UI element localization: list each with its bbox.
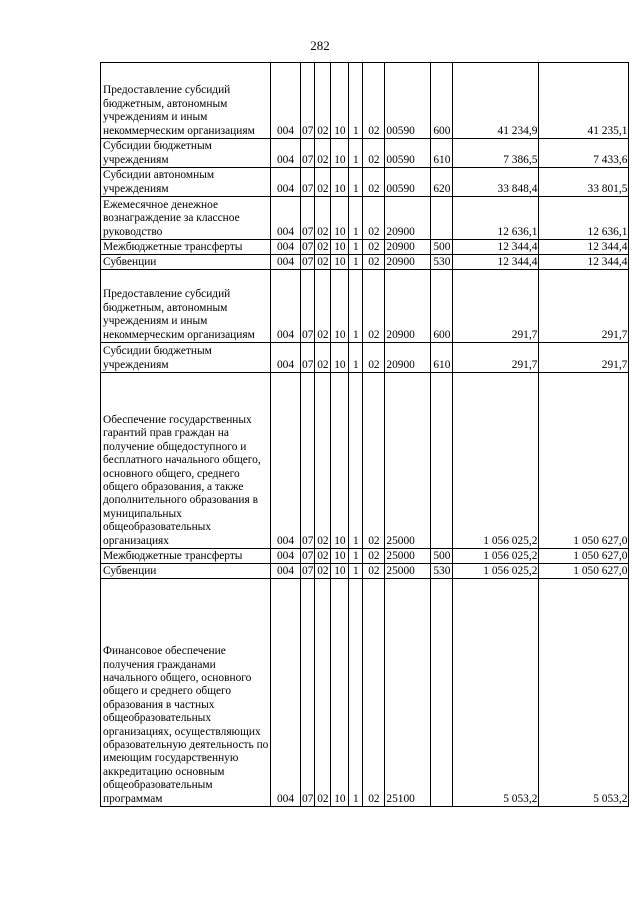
table-row	[101, 255, 629, 270]
subprogram-code: 1	[349, 579, 363, 807]
expense-type-code: 600	[431, 63, 453, 139]
program-code: 10	[331, 168, 349, 197]
row-name: Предоставление субсидий бюджетным, автономным учреждениям и иным некоммерческим организациям	[101, 63, 271, 139]
program-code: 10	[331, 373, 349, 549]
row-name: Субвенции	[101, 255, 271, 270]
subsection-code: 02	[315, 270, 331, 343]
subsection-code: 02	[315, 373, 331, 549]
section-code: 07	[302, 240, 314, 253]
subsection-code: 02	[315, 564, 331, 579]
table-row	[101, 373, 629, 549]
subprogram-code: 1	[349, 168, 363, 197]
subsection-code: 02	[315, 343, 331, 373]
subprogram-code: 1	[349, 139, 363, 168]
row-name: Межбюджетные трансферты	[101, 549, 271, 564]
subprogram-code: 1	[349, 373, 363, 549]
program-code: 10	[331, 139, 349, 168]
event-code: 02	[363, 197, 385, 240]
subprogram-code: 1	[349, 197, 363, 240]
program-code: 10	[331, 270, 349, 343]
sum-year-1: 7 386,5	[453, 139, 539, 168]
section-code: 07	[301, 63, 315, 139]
ved-code: 004	[271, 549, 301, 564]
expense-type-code: 600	[431, 270, 453, 343]
sum-year-1: 5 053,2	[453, 579, 539, 807]
sum-year-1: 12 344,4	[453, 255, 539, 270]
sum-year-2: 12 344,4	[539, 255, 629, 270]
subprogram-code: 1	[349, 270, 363, 343]
subprogram-code: 1	[349, 255, 363, 270]
program-code: 10	[331, 579, 349, 807]
section-code: 07	[301, 270, 315, 343]
subprogram-code: 1	[349, 343, 363, 373]
program-code: 10	[331, 564, 349, 579]
event-code: 02	[363, 270, 385, 343]
table-row	[101, 240, 629, 255]
subsection-code: 02	[315, 168, 331, 197]
ved-code: 004	[271, 168, 301, 197]
row-name: Межбюджетные трансферты	[101, 240, 271, 255]
row-name: Субсидии бюджетным учреждениям	[101, 343, 271, 373]
ved-code: 004	[271, 270, 301, 343]
sum-year-2: 12 344,4	[539, 240, 629, 255]
sum-year-1: 1 056 025,2	[453, 549, 539, 564]
sum-year-1: 1 056 025,2	[453, 564, 539, 579]
sum-year-1: 12 344,4	[453, 240, 539, 255]
subsection-code: 02	[315, 579, 331, 807]
article-code: 20900	[385, 343, 431, 373]
event-code: 02	[363, 579, 385, 807]
program-code: 10	[331, 63, 349, 139]
ved-code: 004	[271, 240, 301, 255]
expense-type-code	[431, 373, 453, 549]
event-code: 02	[363, 139, 385, 168]
expense-type-code: 610	[431, 343, 453, 373]
expense-type-code: 610	[431, 139, 453, 168]
table-row	[101, 343, 629, 373]
sum-year-1: 291,7	[453, 343, 539, 373]
table-row	[101, 139, 629, 168]
expense-type-code: 530	[431, 564, 453, 579]
article-code: 25100	[385, 579, 431, 807]
budget-table	[100, 62, 629, 807]
table-row	[101, 63, 629, 139]
subprogram-code: 1	[349, 564, 363, 579]
page-number: 282	[310, 38, 330, 53]
article-code: 20900	[385, 270, 431, 343]
section-code: 07	[301, 373, 315, 549]
ved-code: 004	[271, 373, 301, 549]
article-code: 20900	[385, 240, 431, 255]
expense-type-code	[431, 579, 453, 807]
event-code: 02	[363, 168, 385, 197]
sum-year-2: 291,7	[539, 270, 629, 343]
row-name: Субсидии автономным учреждениям	[101, 168, 271, 197]
article-code: 25000	[385, 564, 431, 579]
section-code: 07	[302, 564, 314, 577]
table-row	[101, 549, 629, 564]
event-code: 02	[363, 343, 385, 373]
article-code: 20900	[385, 197, 431, 240]
row-name: Обеспечение государственных гарантий прав граждан на получение общедоступного и бесплатного начального общего, основного общего, среднего общего образования, а также дополнительного образования в муниципальных общеобразовательных организациях	[101, 373, 271, 549]
section-code: 07	[302, 255, 314, 268]
article-code: 00590	[385, 168, 431, 197]
event-code: 02	[363, 373, 385, 549]
table-row	[101, 197, 629, 240]
expense-type-code: 530	[431, 255, 453, 270]
sum-year-1: 291,7	[453, 270, 539, 343]
subsection-code: 02	[315, 240, 331, 255]
ved-code: 004	[271, 197, 301, 240]
table-row	[101, 564, 629, 579]
section-code: 07	[301, 197, 315, 240]
section-code: 07	[301, 139, 315, 168]
ved-code: 004	[271, 564, 301, 579]
ved-code: 004	[271, 579, 301, 807]
program-code: 10	[331, 197, 349, 240]
ved-code: 004	[271, 63, 301, 139]
event-code: 02	[363, 255, 385, 270]
section-code: 07	[301, 343, 315, 373]
program-code: 10	[331, 549, 349, 564]
row-name: Предоставление субсидий бюджетным, автономным учреждениям и иным некоммерческим организациям	[101, 270, 271, 343]
table-row	[101, 270, 629, 343]
article-code: 00590	[385, 139, 431, 168]
subsection-code: 02	[315, 197, 331, 240]
sum-year-1: 33 848,4	[453, 168, 539, 197]
subsection-code: 02	[315, 549, 331, 564]
subsection-code: 02	[315, 139, 331, 168]
ved-code: 004	[271, 343, 301, 373]
sum-year-2: 1 050 627,0	[539, 373, 629, 549]
sum-year-1: 12 636,1	[453, 197, 539, 240]
article-code: 20900	[385, 255, 431, 270]
sum-year-2: 1 050 627,0	[539, 564, 629, 579]
expense-type-code: 500	[431, 549, 453, 564]
event-code: 02	[363, 63, 385, 139]
sum-year-2: 41 235,1	[539, 63, 629, 139]
sum-year-2: 12 636,1	[539, 197, 629, 240]
article-code: 25000	[385, 549, 431, 564]
section-code: 07	[301, 579, 315, 807]
row-name: Ежемесячное денежное вознаграждение за классное руководство	[101, 197, 271, 240]
sum-year-2: 33 801,5	[539, 168, 629, 197]
sum-year-2: 7 433,6	[539, 139, 629, 168]
row-name: Субвенции	[101, 564, 271, 579]
expense-type-code	[431, 197, 453, 240]
sum-year-2: 1 050 627,0	[539, 549, 629, 564]
sum-year-1: 41 234,9	[453, 63, 539, 139]
subsection-code: 02	[315, 255, 331, 270]
row-name: Финансовое обеспечение получения гражданами начального общего, основного общего и среднего общего образования в частных общеобразовательных организациях, осуществляющих образовательную деятельность по имеющим государственную аккредитацию основным общеобразовательным программам	[101, 579, 271, 807]
table-row	[101, 579, 629, 807]
event-code: 02	[363, 240, 385, 255]
sum-year-2: 5 053,2	[539, 579, 629, 807]
section-code: 07	[301, 168, 315, 197]
ved-code: 004	[271, 255, 301, 270]
program-code: 10	[331, 240, 349, 255]
program-code: 10	[331, 255, 349, 270]
subprogram-code: 1	[349, 240, 363, 255]
sum-year-2: 291,7	[539, 343, 629, 373]
event-code: 02	[363, 564, 385, 579]
event-code: 02	[363, 549, 385, 564]
subprogram-code: 1	[349, 549, 363, 564]
sum-year-1: 1 056 025,2	[453, 373, 539, 549]
subsection-code: 02	[315, 63, 331, 139]
expense-type-code: 500	[431, 240, 453, 255]
subprogram-code: 1	[349, 63, 363, 139]
row-name: Субсидии бюджетным учреждениям	[101, 139, 271, 168]
article-code: 00590	[385, 63, 431, 139]
program-code: 10	[331, 343, 349, 373]
ved-code: 004	[271, 139, 301, 168]
article-code: 25000	[385, 373, 431, 549]
table-row	[101, 168, 629, 197]
section-code: 07	[302, 549, 314, 562]
expense-type-code: 620	[431, 168, 453, 197]
